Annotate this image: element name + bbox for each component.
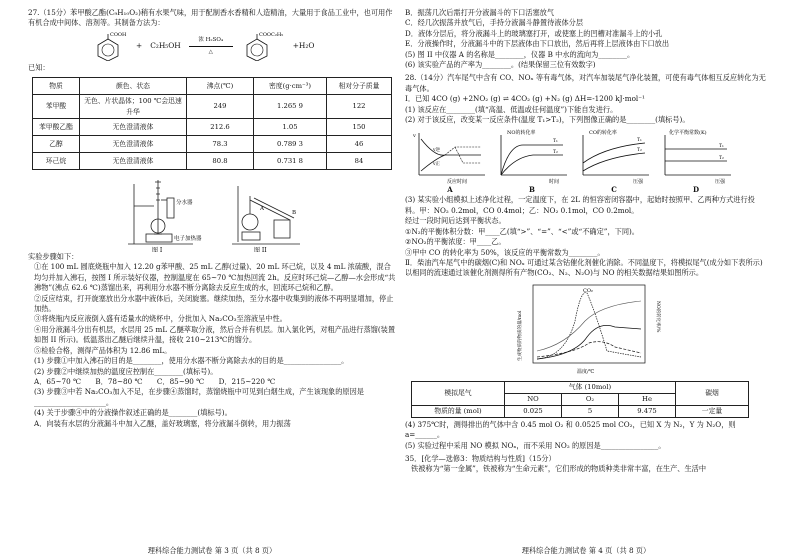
graph-c-title: CO的转化率 <box>589 130 617 137</box>
table-cell: 84 <box>327 153 392 170</box>
reaction-arrow <box>189 37 233 55</box>
question-4-option-a: A．向装有水层的分液漏斗中加入乙醚，盖好玻璃塞，将分液漏斗倒转，用力振荡 <box>34 418 291 428</box>
table-cell: 0.789 3 <box>254 136 327 153</box>
table-cell: He <box>619 393 676 405</box>
table-cell: 1.05 <box>254 119 327 136</box>
graph-b <box>493 129 571 193</box>
graph-d-t2: T₂ <box>719 156 724 162</box>
q35-title: 35．[化学—选修3：物质结构与性质]（15分） <box>405 453 556 463</box>
benzoic-acid-structure <box>88 31 128 61</box>
step-2: ②反应结束，打开旋塞放出分水器中液体后，关闭旋塞。继续加热，至分水器中收集到的液体不再明显增加，停止加热。 <box>34 293 394 314</box>
chart-ylabel-left: 生成物质的物质的量/mol <box>518 310 523 361</box>
q28-part-3b: 经过一段时间后达到平衡状态。 <box>405 216 506 226</box>
graph-c <box>575 129 653 193</box>
table-cell: 乙醇 <box>33 136 80 153</box>
temperature-chart <box>515 281 767 379</box>
table-cell: 78.3 <box>187 136 254 153</box>
q28-part-3: (3) 某实验小组模拟上述净化过程，一定温度下，在 2L 的恒容密闭容器中，起始时按照甲、乙两种方式进行投料。甲：NO₂ 0.2mol，CO 0.4mol；乙：NO₂ 0.1mol，CO 0.2mol。 <box>405 195 755 215</box>
question-5: (5) 图 II 中仪器 A 的名称是________，仪器 B 中水的流向为________。 <box>405 49 635 59</box>
q28-part-5: (5) 实验过程中采用 NO 模拟 NOₓ，而不采用 NO₂ 的原因是________________。 <box>405 440 666 450</box>
graph-b-t1: T₁ <box>553 139 558 145</box>
heater-label: 电子加热器 <box>174 236 202 243</box>
table-cell: 80.8 <box>187 153 254 170</box>
condition-top: 浓 H₂SO₄ <box>198 36 224 43</box>
page-footer-right: 理科综合能力测试卷 第 4 页（共 8 页） <box>521 546 651 555</box>
table-header-row <box>33 78 392 95</box>
graph-c-t2: T₂ <box>637 148 642 154</box>
table-cell: NO <box>505 393 562 405</box>
graph-d-label: D <box>692 185 700 195</box>
option-d: D．液体分层后，将分液漏斗上的玻璃塞打开，或使塞上的凹槽对准漏斗上的小孔 <box>405 28 663 38</box>
chart-xlabel: 温度/℃ <box>577 368 595 375</box>
graph-b-xlabel: 时间 <box>549 179 560 186</box>
ethyl-benzoate-structure <box>241 31 285 61</box>
graph-a-xlabel: 反应时间 <box>447 179 468 186</box>
table-row <box>33 119 392 136</box>
header-cell: 物质 <box>33 78 80 95</box>
header-cell: 颜色、状态 <box>80 78 187 95</box>
question-2-options: A．65~70 ℃ B．78~80 ℃ C．85~90 ℃ D．215~220 ℃ <box>34 376 276 386</box>
q28-equation: Ⅰ．已知 4CO (g) +2NO₂ (g) ⇌ 4CO₂ (g) +N₂ (g) ΔH=-1200 kJ·mol⁻¹ <box>405 94 645 104</box>
table-cell: 0.731 8 <box>254 153 327 170</box>
graph-d-title: 化学平衡常数(K) <box>669 130 707 137</box>
steps-heading: 实验步骤如下： <box>28 252 79 262</box>
properties-table <box>32 77 392 170</box>
q28-part-4: (4) 375℃时，测得排出的气体中含 0.45 mol O₂ 和 0.0525 mol CO₂，已知 X 为 N₂，Y 为 N₂O，则 a=______。 <box>405 419 736 440</box>
table-cell: 249 <box>187 95 254 119</box>
graph-a-ve: v逆 <box>433 148 441 154</box>
table-cell: 150 <box>327 119 392 136</box>
graph-c-xlabel: 压强 <box>633 179 644 186</box>
right-column <box>405 8 767 475</box>
table-cell: 苯甲酸乙酯 <box>33 119 80 136</box>
table-cell: 气体 (10mol) <box>505 381 676 393</box>
apparatus-drawing <box>28 176 396 252</box>
table-row <box>33 95 392 119</box>
option-b: B．振荡几次后需打开分液漏斗的下口活塞放气 <box>405 8 555 17</box>
table-cell: 物质的量 (mol) <box>412 405 505 417</box>
table-cell: 122 <box>327 95 392 119</box>
table-cell: 苯甲酸 <box>33 95 80 119</box>
graph-a-ylabel: v <box>413 133 416 140</box>
cooc2h5-label: COOC₂H₅ <box>258 31 283 38</box>
step-4: ④用分液漏斗分出有机层，水层用 25 mL 乙醚萃取分液，然后合并有机层。加入氯化钙，对粗产品进行蒸馏(装置如图 II 所示)。低温蒸出乙醚后继续升温，接收 210~213℃的馏分。 <box>34 324 396 345</box>
question-4: (4) 关于步骤④中的分液操作叙述正确的是________(填标号)。 <box>34 408 232 418</box>
q28-part-3-i: ①N₂的平衡体积分数：甲____乙(填“>”、“=”、“<”或“不确定”，下同)。 <box>405 226 639 236</box>
gas-table <box>411 381 749 418</box>
question-3: (3) 步骤③中若 Na₂CO₃加入不足，在步骤④蒸馏时，蒸馏烧瓶中可见到白烟生成，产生该现象的原因是____________________。 <box>34 387 364 407</box>
figure-2-apparatus <box>232 186 300 244</box>
question-2: (2) 步骤②中继续加热的温度应控制在________(填标号)。 <box>34 366 218 376</box>
table-cell: 无色澄清液体 <box>80 153 187 170</box>
q28-part-2: (2) 对于该反应，改变某一反应条件(温度 T₁>T₂)，下列图像正确的是________(填标号)。 <box>405 115 690 125</box>
table-cell: 无色、片状晶体；100 ℃会迅速升华 <box>80 95 187 119</box>
graph-c-label: C <box>611 185 617 195</box>
option-c: C．经几次振荡并放气后，手持分液漏斗静置待液体分层 <box>405 18 584 28</box>
header-cell: 相对分子质量 <box>327 78 392 95</box>
step-3: ③将烧瓶内反应液倒入盛有适量水的烧杯中，分批加入 Na₂CO₃至溶液呈中性。 <box>34 314 287 324</box>
q28-intro: 28.（14分）汽车尾气中含有 CO、NOₓ 等有毒气体，对汽车加装尾气净化装置，可使有毒气体相互反应转化为无毒气体。 <box>405 73 766 93</box>
apparatus-figures <box>28 176 396 252</box>
page-footer-left: 理科综合能力测试卷 第 3 页（共 8 页） <box>147 546 277 555</box>
fig2-caption: 图 II <box>254 247 267 253</box>
table-cell: 5 <box>562 405 619 417</box>
graph-a <box>411 129 489 193</box>
header-cell: 沸点(℃) <box>187 78 254 95</box>
left-column <box>28 8 396 429</box>
q35-intro: 铁被称为“第一金属”，铁被称为“生命元素”，它们形成的物质种类非常丰富，在生产、生活中 <box>411 464 707 474</box>
table-cell: 环己烷 <box>33 153 80 170</box>
table-row <box>33 136 392 153</box>
figure-1-apparatus <box>128 180 193 244</box>
graph-b-title: NO的转化率 <box>507 130 536 137</box>
svg-text:A: A <box>260 206 264 213</box>
water-term: +H₂O <box>292 40 315 50</box>
fig1-caption: 图 I <box>152 247 163 253</box>
question-6: (6) 该实验产品的产率为________。(结果保留三位有效数字) <box>405 60 596 70</box>
plus-sign: + <box>136 40 143 50</box>
table-cell: O₂ <box>562 393 619 405</box>
graph-d-xlabel: 压强 <box>715 179 726 186</box>
table-cell: 碳烟 <box>676 381 749 405</box>
table-cell: 无色澄清液体 <box>80 119 187 136</box>
q27-intro: 27.（15分）苯甲酸乙酯(C₉H₁₀O₂)稍有水果气味，用于配制香水香精和人造精油，大量用于食品工业中，也可用作有机合成中间体、溶剂等。其制备方法为： <box>28 8 393 28</box>
step-5: ⑤检验合格，测得产品体积为 12.86 mL。 <box>34 345 172 355</box>
q28-part-3-iii: ③甲中 CO 的转化率为 50%，该反应的平衡常数为________。 <box>405 247 605 257</box>
table-cell: 无色澄清液体 <box>80 136 187 153</box>
table-cell: 0.025 <box>505 405 562 417</box>
table-row <box>412 405 749 417</box>
table-row <box>412 381 749 393</box>
q28-section-2: Ⅱ．柴油汽车尾气中的碳烟(C)和 NOₓ 可通过某含钴催化剂催化消除。不同温度下，将模拟尾气(成分如下表所示)以相同的流速通过该催化剂测得所有产物(CO₂、N₂、N₂O)与 NO 的相关数据结果如图所示。 <box>405 257 763 278</box>
table-cell: 9.475 <box>619 405 676 417</box>
q28-part-1: (1) 该反应在________(填“高温、低温或任何温度”)下能自发进行。 <box>405 104 618 114</box>
known-label: 已知： <box>28 62 50 72</box>
table-cell: 212.6 <box>187 119 254 136</box>
chart-ylabel-right: NO的转化率/% <box>655 300 660 333</box>
graph-b-label: B <box>529 185 535 195</box>
graph-d <box>657 129 735 193</box>
table-cell: 一定量 <box>676 405 749 417</box>
graph-a-vz: v正 <box>433 162 441 168</box>
condition-bottom: △ <box>208 48 213 55</box>
q28-part-3-ii: ②NO₂的平衡浓度：甲____乙。 <box>405 237 506 247</box>
table-cell: 模拟尾气 <box>412 381 505 405</box>
header-cell: 密度(g·cm⁻³) <box>254 78 327 95</box>
table-cell: 46 <box>327 136 392 153</box>
graph-b-t2: T₂ <box>553 150 558 156</box>
svg-text:B: B <box>292 210 297 217</box>
question-1: (1) 步骤①中加入沸石的目的是________，使用分水器不断分离除去水的目的是________________。 <box>34 356 349 366</box>
reaction-equation <box>88 31 396 61</box>
peak-label: CO₂ <box>583 287 593 294</box>
graph-d-t1: T₁ <box>719 144 724 150</box>
trap-label: 分水器 <box>176 200 193 207</box>
ethanol-formula: C₂H₅OH <box>150 40 181 50</box>
option-e: E．分液操作时，分液漏斗中的下层液体由下口放出，然后再将上层液体由下口放出 <box>405 39 670 49</box>
cooh-label: COOH <box>110 31 127 38</box>
graph-a-label: A <box>447 185 453 195</box>
graph-c-t1: T₁ <box>637 138 642 144</box>
option-graphs <box>411 129 767 193</box>
table-cell: 1.265 9 <box>254 95 327 119</box>
step-1: ①在 100 mL 圆底烧瓶中加入 12.20 g苯甲酸、25 mL 乙醇(过量)、20 mL 环己烷，以及 4 mL 浓硫酸，混合均匀并加入沸石，按图 I 所示装好仪器，控制温度在 65~70 ℃加热回流 2h。反应时环己烷—乙醇—水会形成“共沸物”(沸点 62.6 ℃)蒸馏出来，再利用分水器不断分离除去反应生成的水，回流环己烷和乙醇。 <box>34 262 396 293</box>
table-row <box>33 153 392 170</box>
